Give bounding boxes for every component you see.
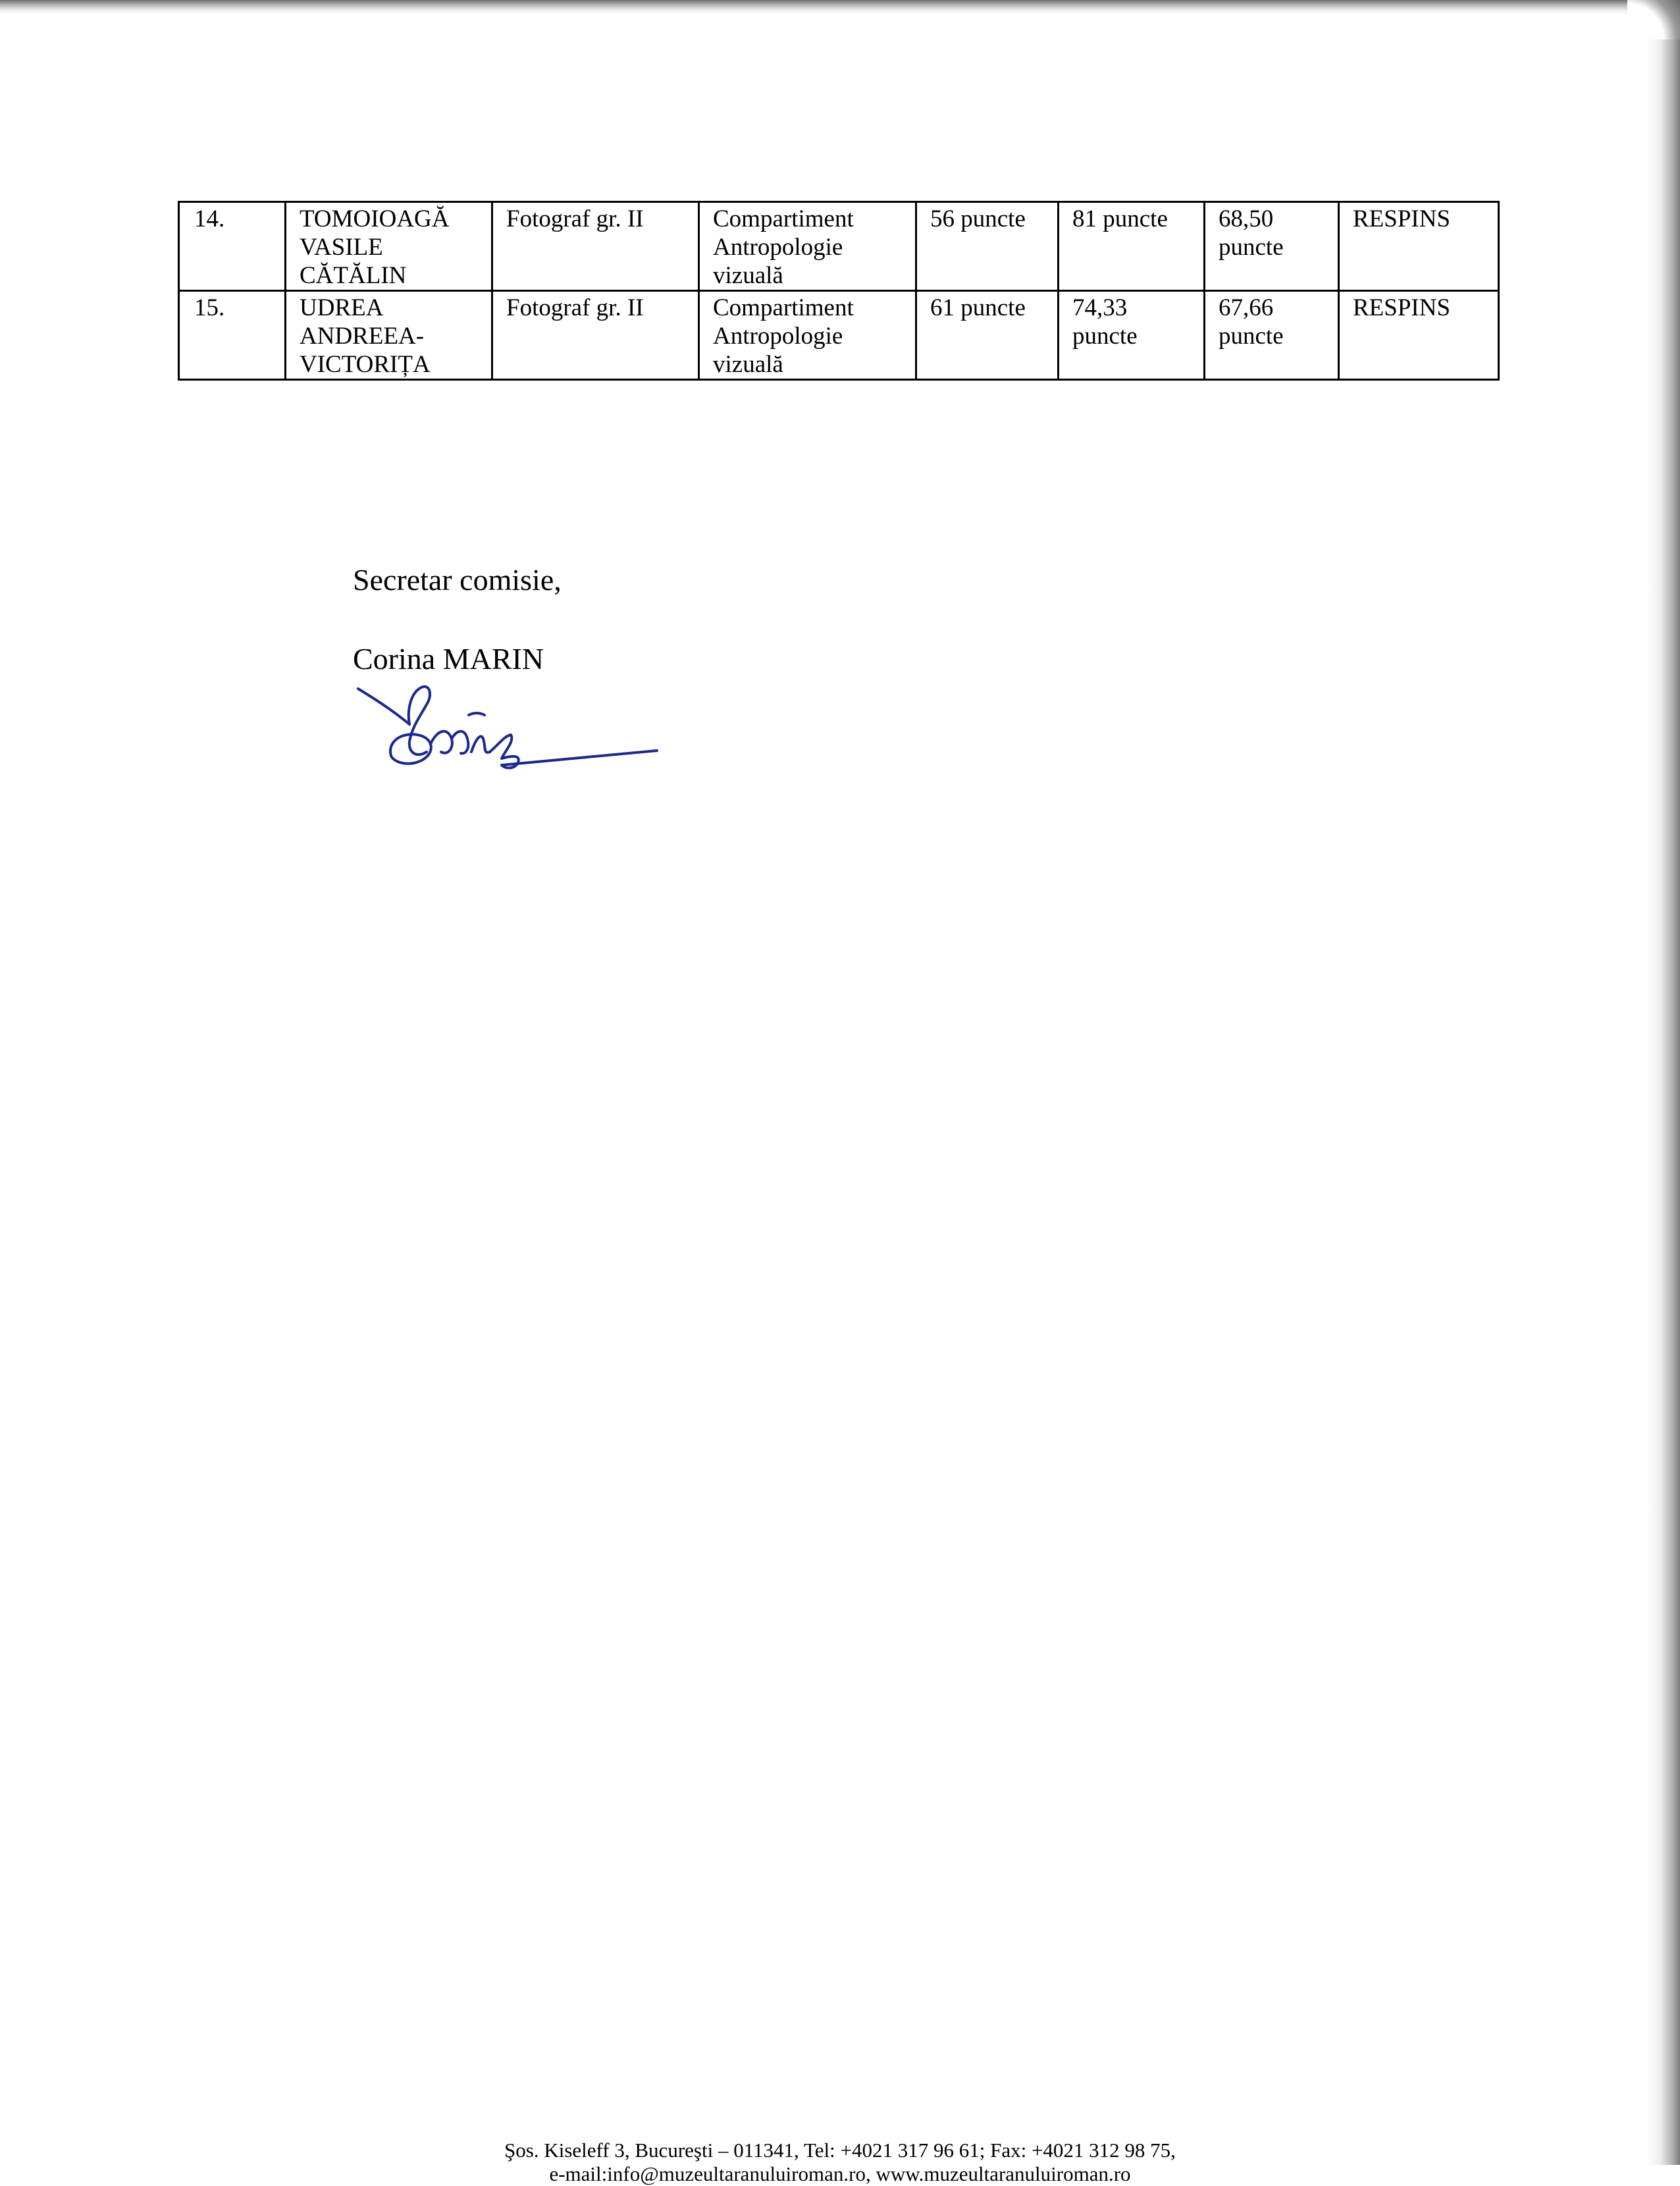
score-2-line: 74,33	[1072, 294, 1128, 321]
handwritten-signature	[349, 678, 665, 790]
cell-result: RESPINS	[1339, 291, 1499, 380]
department-line: Compartiment	[713, 294, 854, 321]
final-score-line: puncte	[1219, 323, 1284, 350]
cell-score-2	[1059, 202, 1205, 291]
table-row	[179, 291, 1499, 380]
cell-position: Fotograf gr. II	[492, 291, 699, 380]
score-2-line: puncte	[1072, 323, 1138, 350]
final-score-line: puncte	[1219, 234, 1284, 261]
final-score-line: 67,66	[1219, 294, 1274, 321]
signature-block	[353, 563, 562, 676]
department-line: Antropologie	[713, 323, 843, 350]
name-line: TOMOIOAGĂ	[300, 205, 450, 232]
cell-position: Fotograf gr. II	[492, 202, 699, 291]
cell-nr: 14.	[179, 202, 286, 291]
department-line: Antropologie	[713, 234, 843, 261]
name-line: UDREA	[300, 294, 384, 321]
final-score-line: 68,50	[1219, 205, 1274, 232]
cell-score-1: 61 puncte	[916, 291, 1059, 380]
scan-top-edge	[0, 0, 1680, 14]
name-line: CĂTĂLIN	[300, 262, 407, 289]
cell-score-1: 56 puncte	[916, 202, 1059, 291]
cell-result: RESPINS	[1339, 202, 1499, 291]
footer-contact: e-mail:info@muzeultaranuluiroman.ro, www.muzeultaranuluiroman.ro	[549, 2162, 1131, 2185]
cell-nr: 15.	[179, 291, 286, 380]
cell-score-2	[1059, 291, 1205, 380]
results-table	[178, 201, 1500, 381]
signature-name: Corina MARIN	[353, 642, 544, 676]
table-row	[179, 202, 1499, 291]
cell-name	[286, 202, 492, 291]
name-line: VICTORIȚA	[300, 351, 431, 378]
signature-title: Secretar comisie,	[353, 563, 562, 597]
cell-final-score	[1205, 202, 1339, 291]
cell-final-score	[1205, 291, 1339, 380]
name-line: VASILE	[300, 234, 383, 261]
footer-address: Şos. Kiseleff 3, Bucureşti – 011341, Tel: +4021 317 96 61; Fax: +4021 312 98 75,	[504, 2139, 1176, 2162]
cell-department	[699, 291, 916, 380]
cell-department	[699, 202, 916, 291]
footer	[0, 2139, 1680, 2186]
cell-name	[286, 291, 492, 380]
scan-right-edge	[1647, 0, 1680, 2165]
department-line: vizuală	[713, 351, 783, 378]
department-line: Compartiment	[713, 205, 854, 232]
name-line: ANDREEA-	[300, 323, 425, 350]
scan-folded-corner	[1627, 0, 1680, 40]
score-2-line: 81 puncte	[1072, 205, 1168, 232]
department-line: vizuală	[713, 262, 783, 289]
